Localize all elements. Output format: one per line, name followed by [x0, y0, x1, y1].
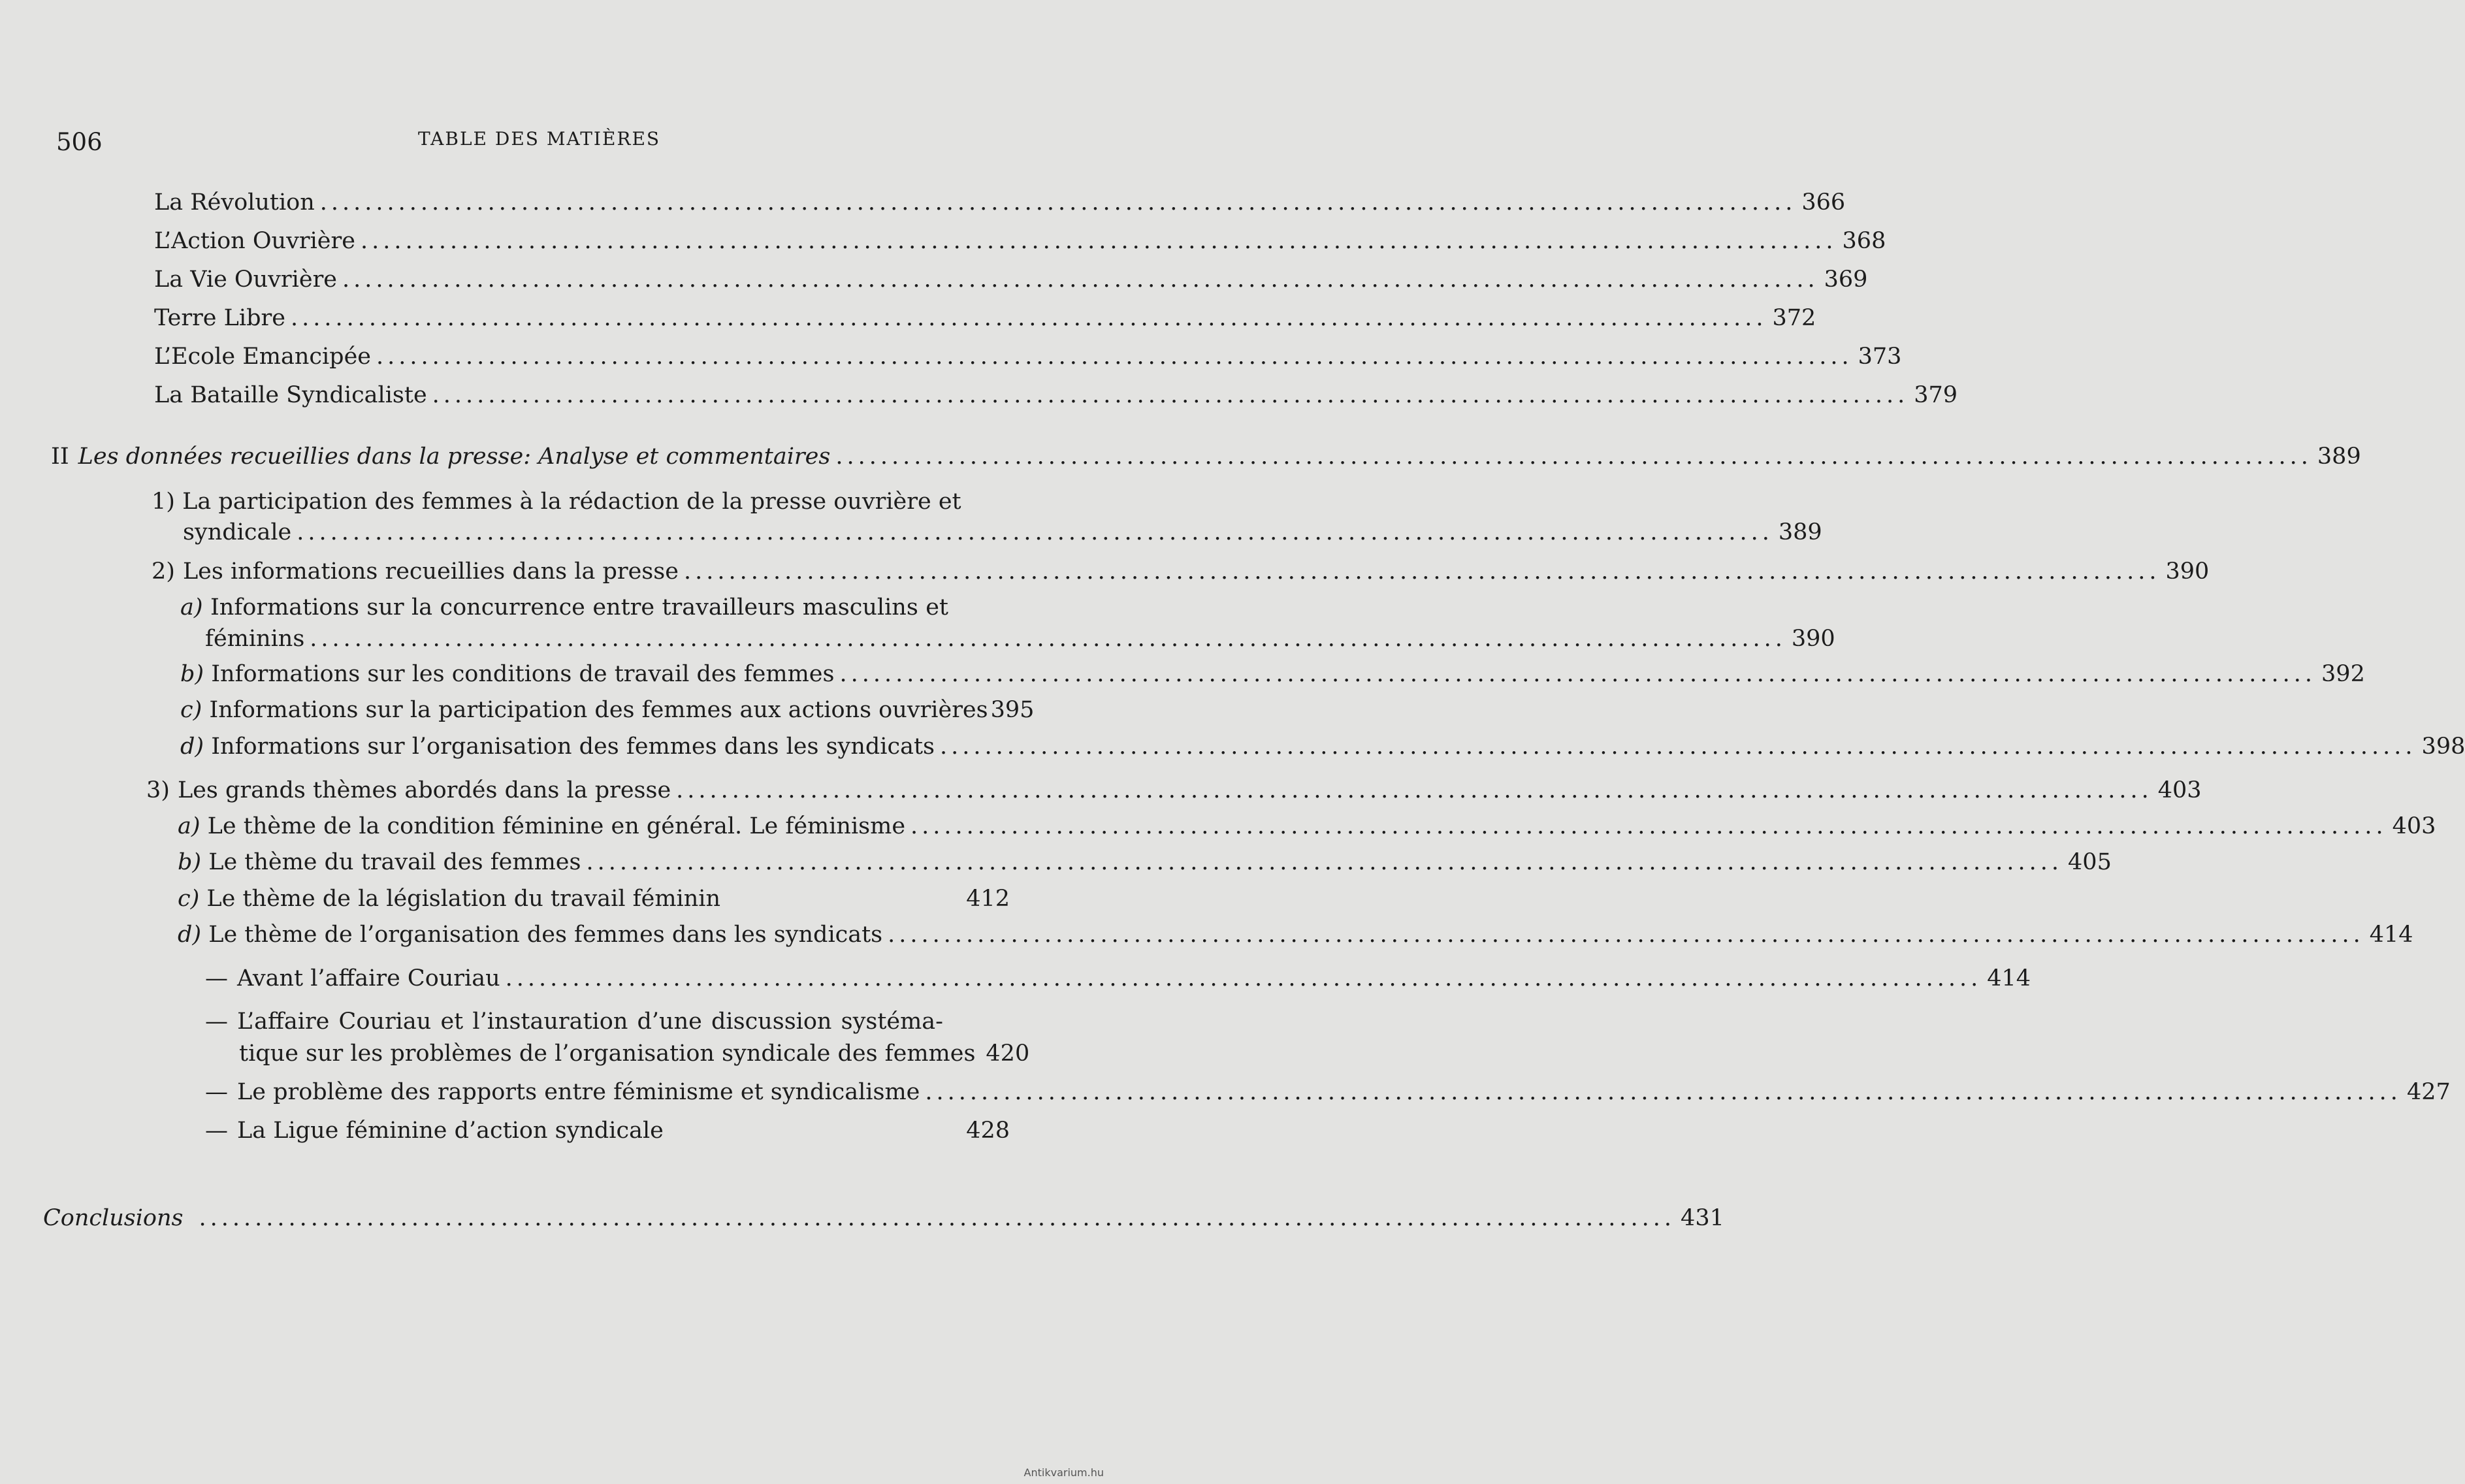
toc-entry-line1: — L’affaire Couriau et l’instauration d’une discussion systéma- — [205, 1008, 943, 1035]
page-number: 506 — [56, 128, 103, 156]
toc-entry: La Bataille Syndicaliste .................................................................................................................................... 379 — [154, 382, 1958, 408]
toc-entry: L’Ecole Emancipée .................................................................................................................................... 373 — [154, 344, 1902, 370]
toc-entry: syndicale .................................................................................................................................... 389 — [183, 519, 1822, 545]
toc-entry: — Avant l’affaire Couriau .................................................................................................................................... 414 — [205, 965, 2031, 992]
toc-entry: L’Action Ouvrière .................................................................................................................................... 368 — [154, 228, 1886, 254]
toc-entry: — La Ligue féminine d’action syndicale 428 — [205, 1118, 1010, 1144]
toc-entry-line1: a) Informations sur la concurrence entre travailleurs masculins et — [180, 594, 948, 621]
toc-entry: a) Le thème de la condition féminine en général. Le féminisme .................................................................................................................................... 403 — [178, 813, 2436, 839]
toc-entry: 2) Les informations recueillies dans la presse .................................................................................................................................... 390 — [152, 558, 2210, 585]
toc-entry: d) Informations sur l’organisation des femmes dans les syndicats .................................................................................................................................... 398 — [180, 734, 2465, 760]
toc-entry: Terre Libre .................................................................................................................................... 372 — [154, 305, 1816, 331]
toc-entry: féminins .................................................................................................................................... 390 — [205, 626, 1835, 652]
running-title: TABLE DES MATIÈRES — [418, 128, 661, 150]
toc-entry: La Révolution .................................................................................................................................... 366 — [154, 189, 1846, 216]
toc-entry: c) Informations sur la participation des femmes aux actions ouvrières 395 — [180, 697, 1035, 723]
toc-entry-line1: 1) La participation des femmes à la rédaction de la presse ouvrière et — [152, 489, 961, 515]
toc-entry-conclusions: Conclusions .................................................................................................................................... 431 — [43, 1205, 1724, 1231]
toc-entry: tique sur les problèmes de l’organisation syndicale des femmes 420 — [239, 1040, 1030, 1067]
toc-entry: b) Le thème du travail des femmes .................................................................................................................................... 405 — [178, 849, 2112, 875]
toc-entry: c) Le thème de la législation du travail féminin 412 — [178, 886, 1010, 912]
section-heading: II Les données recueillies dans la presse: Analyse et commentaires .................................................................................................................................... 389 — [51, 444, 2361, 470]
toc-entry: d) Le thème de l’organisation des femmes dans les syndicats .................................................................................................................................... 414 — [178, 922, 2413, 948]
toc-entry: b) Informations sur les conditions de travail des femmes .................................................................................................................................... 392 — [180, 661, 2365, 687]
toc-entry: — Le problème des rapports entre féminisme et syndicalisme .................................................................................................................................... 427 — [205, 1079, 2451, 1105]
watermark: Antikvarium.hu — [1023, 1466, 1104, 1479]
toc-entry: La Vie Ouvrière .................................................................................................................................... 369 — [154, 266, 1868, 293]
toc-entry: 3) Les grands thèmes abordés dans la presse .................................................................................................................................... 403 — [146, 777, 2202, 803]
